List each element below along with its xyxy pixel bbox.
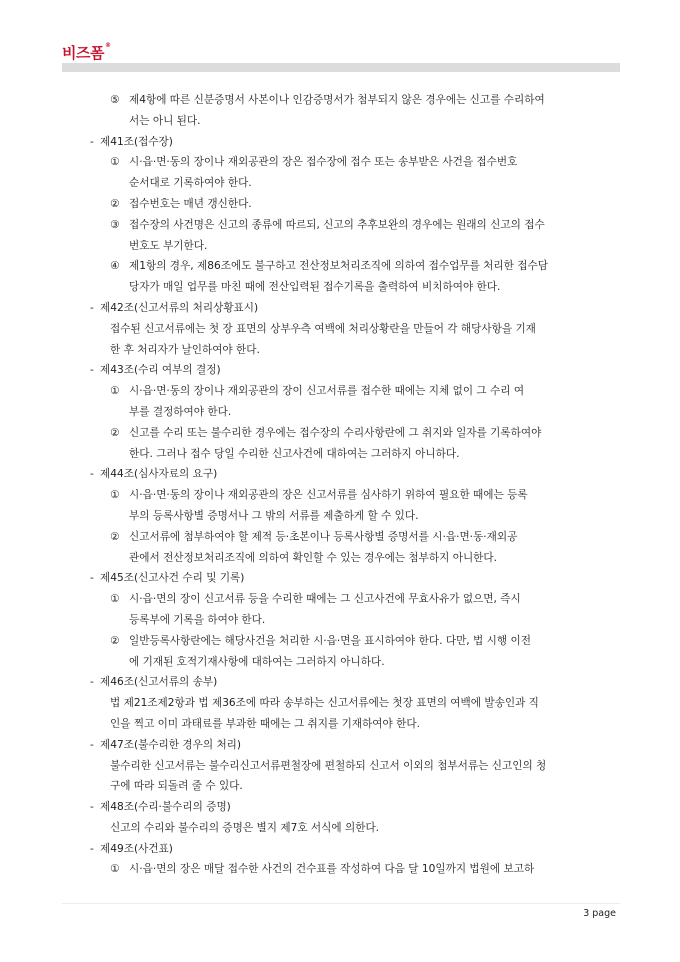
article-body-line: [0, 319, 680, 340]
document-body: [0, 90, 680, 880]
clause-item: [0, 381, 680, 402]
clause-number: ②: [110, 197, 120, 210]
clause-continuation: [0, 173, 680, 194]
heading-bullet: -: [90, 572, 94, 585]
clause-item: [0, 194, 680, 215]
clause-text: 번호도 부기한다.: [129, 239, 208, 252]
heading-text: 제45조(신고사건 수리 및 기록): [100, 572, 245, 585]
clause-text: 신고서류에 첨부하여야 할 제적 등·초본이나 등록사항별 증명서를 시·읍·면·동·재외공: [129, 530, 518, 543]
clause-number: ①: [110, 385, 120, 398]
body-text: 인을 찍고 이미 과태료를 부과한 때에는 그 취지를 기재하여야 한다.: [110, 717, 420, 730]
body-text: 한 후 처리자가 날인하여야 한다.: [110, 343, 260, 356]
clause-item: [0, 423, 680, 444]
body-text: 접수된 신고서류에는 첫 장 표면의 상부우측 여백에 처리상황란을 만들어 각 해당사항을 기재: [110, 322, 536, 335]
article-heading: [0, 298, 680, 319]
clause-text: 시·읍·면의 장이 신고서류 등을 수리한 때에는 그 신고사건에 무효사유가 없으면, 즉시: [129, 593, 521, 606]
footer-divider: [62, 903, 620, 904]
heading-bullet: -: [90, 364, 94, 377]
clause-number: ②: [110, 530, 120, 543]
clause-text: 관에서 전산정보처리조직에 의하여 확인할 수 있는 경우에는 첨부하지 아니한다.: [129, 551, 498, 564]
clause-number: ④: [110, 260, 120, 273]
body-text: 법 제21조제2항과 법 제36조에 따라 송부하는 신고서류에는 첫장 표면의 여백에 발송인과 직: [110, 697, 539, 710]
bizform-logo: [62, 42, 110, 63]
clause-text: 시·읍·면·동의 장이나 재외공관의 장은 신고서류를 심사하기 위하여 필요한 때에는 등록: [129, 489, 528, 502]
clause-text: 부를 결정하여야 한다.: [129, 405, 232, 418]
heading-text: 제47조(불수리한 경우의 처리): [100, 738, 242, 751]
clause-text: 부의 등록사항별 증명서나 그 밖의 서류를 제출하게 할 수 있다.: [129, 509, 419, 522]
clause-continuation: [0, 277, 680, 298]
page-number: 3 page: [583, 908, 616, 919]
article-body-line: [0, 340, 680, 361]
article-heading: [0, 839, 680, 860]
heading-bullet: -: [90, 468, 94, 481]
heading-text: 제42조(신고서류의 처리상황표시): [100, 301, 259, 314]
clause-text: 제1항의 경우, 제86조에도 불구하고 전산정보처리조직에 의하여 접수업무를 처리한 접수담: [129, 260, 548, 273]
clause-item: [0, 256, 680, 277]
article-heading: [0, 797, 680, 818]
clause-number: ③: [110, 218, 120, 231]
article-body-line: [0, 776, 680, 797]
clause-item: [0, 527, 680, 548]
heading-text: 제48조(수리·불수리의 증명): [100, 801, 231, 814]
clause-text: 접수장의 사건명은 신고의 종류에 따르되, 신고의 추후보완의 경우에는 원래의 신고의 접수: [129, 218, 545, 231]
clause-continuation: [0, 548, 680, 569]
clause-number: ②: [110, 426, 120, 439]
clause-number: ②: [110, 634, 120, 647]
clause-text: 신고를 수리 또는 불수리한 경우에는 접수장의 수리사항란에 그 취지와 일자를 기록하여야: [129, 426, 542, 439]
clause-number: ①: [110, 593, 120, 606]
body-text: 구에 따라 되돌려 줄 수 있다.: [110, 780, 243, 793]
clause-text: 당자가 매일 업무를 마친 때에 전산입력된 접수기록을 출력하여 비치하여야 한다.: [129, 281, 501, 294]
clause-continuation: [0, 652, 680, 673]
clause-item: [0, 631, 680, 652]
clause-text: 한다. 그러나 접수 당일 수리한 신고사건에 대하여는 그러하지 아니하다.: [129, 447, 460, 460]
heading-bullet: -: [90, 842, 94, 855]
clause-continuation: [0, 506, 680, 527]
article-heading: [0, 672, 680, 693]
clause-number: ①: [110, 489, 120, 502]
heading-text: 제46조(신고서류의 송부): [100, 676, 218, 689]
clause-text: 시·읍·면의 장은 매달 접수한 사건의 건수표를 작성하여 다음 달 10일까지 법원에 보고하: [129, 863, 535, 876]
heading-bullet: -: [90, 738, 94, 751]
clause-text: 제4항에 따른 신분증명서 사본이나 인감증명서가 첨부되지 않은 경우에는 신고를 수리하여: [129, 94, 545, 106]
clause-text: 서는 아니 된다.: [129, 114, 201, 127]
clause-text: 등록부에 기록을 하여야 한다.: [129, 613, 266, 626]
clause-text: 접수번호는 매년 갱신한다.: [129, 197, 252, 210]
clause-text: 시·읍·면·동의 장이나 재외공관의 장이 신고서류를 접수한 때에는 지체 없이 그 수리 여: [129, 385, 525, 398]
heading-bullet: -: [90, 801, 94, 814]
clause-number: ①: [110, 156, 120, 169]
heading-bullet: -: [90, 301, 94, 314]
clause-text: 일반등록사항란에는 해당사건을 처리한 시·읍·면을 표시하여야 한다. 다만, 법 시행 이전: [129, 634, 531, 647]
heading-bullet: -: [90, 676, 94, 689]
heading-bullet: -: [90, 135, 94, 148]
article-body-line: [0, 756, 680, 777]
clause-continuation: [0, 236, 680, 257]
clause-number: ①: [110, 863, 120, 876]
clause-item: [0, 215, 680, 236]
clause-number: ⑤: [110, 94, 120, 106]
registered-mark: ®: [104, 42, 111, 49]
clause-item: [0, 485, 680, 506]
clause-text: 시·읍·면·동의 장이나 재외공관의 장은 접수장에 접수 또는 송부받은 사건을 접수번호: [129, 156, 518, 169]
article-heading: [0, 132, 680, 153]
clause-continuation: [0, 402, 680, 423]
article-body-line: [0, 818, 680, 839]
clause-item: [0, 589, 680, 610]
clause-item: [0, 859, 680, 880]
clause-continuation: [0, 444, 680, 465]
clause-text: 에 기재된 호적기재사항에 대하여는 그러하지 아니하다.: [129, 655, 385, 668]
clause-text: 순서대로 기록하여야 한다.: [129, 177, 252, 190]
heading-text: 제49조(사건표): [100, 842, 173, 855]
clause-item: [0, 152, 680, 173]
article-heading: [0, 360, 680, 381]
article-body-line: [0, 693, 680, 714]
header-bar: [62, 63, 620, 72]
clause-continuation: [0, 111, 680, 132]
logo-text: 비즈폼: [62, 44, 104, 62]
article-heading: [0, 568, 680, 589]
article-body-line: [0, 714, 680, 735]
body-text: 신고의 수리와 불수리의 증명은 별지 제7호 서식에 의한다.: [110, 821, 380, 834]
clause-item: [0, 90, 680, 111]
heading-text: 제43조(수리 여부의 결정): [100, 364, 221, 377]
clause-continuation: [0, 610, 680, 631]
heading-text: 제41조(접수장): [100, 135, 173, 148]
body-text: 불수리한 신고서류는 불수리신고서류편철장에 편철하되 신고서 이외의 첨부서류는 신고인의 청: [110, 759, 547, 772]
article-heading: [0, 464, 680, 485]
heading-text: 제44조(심사자료의 요구): [100, 468, 218, 481]
article-heading: [0, 735, 680, 756]
